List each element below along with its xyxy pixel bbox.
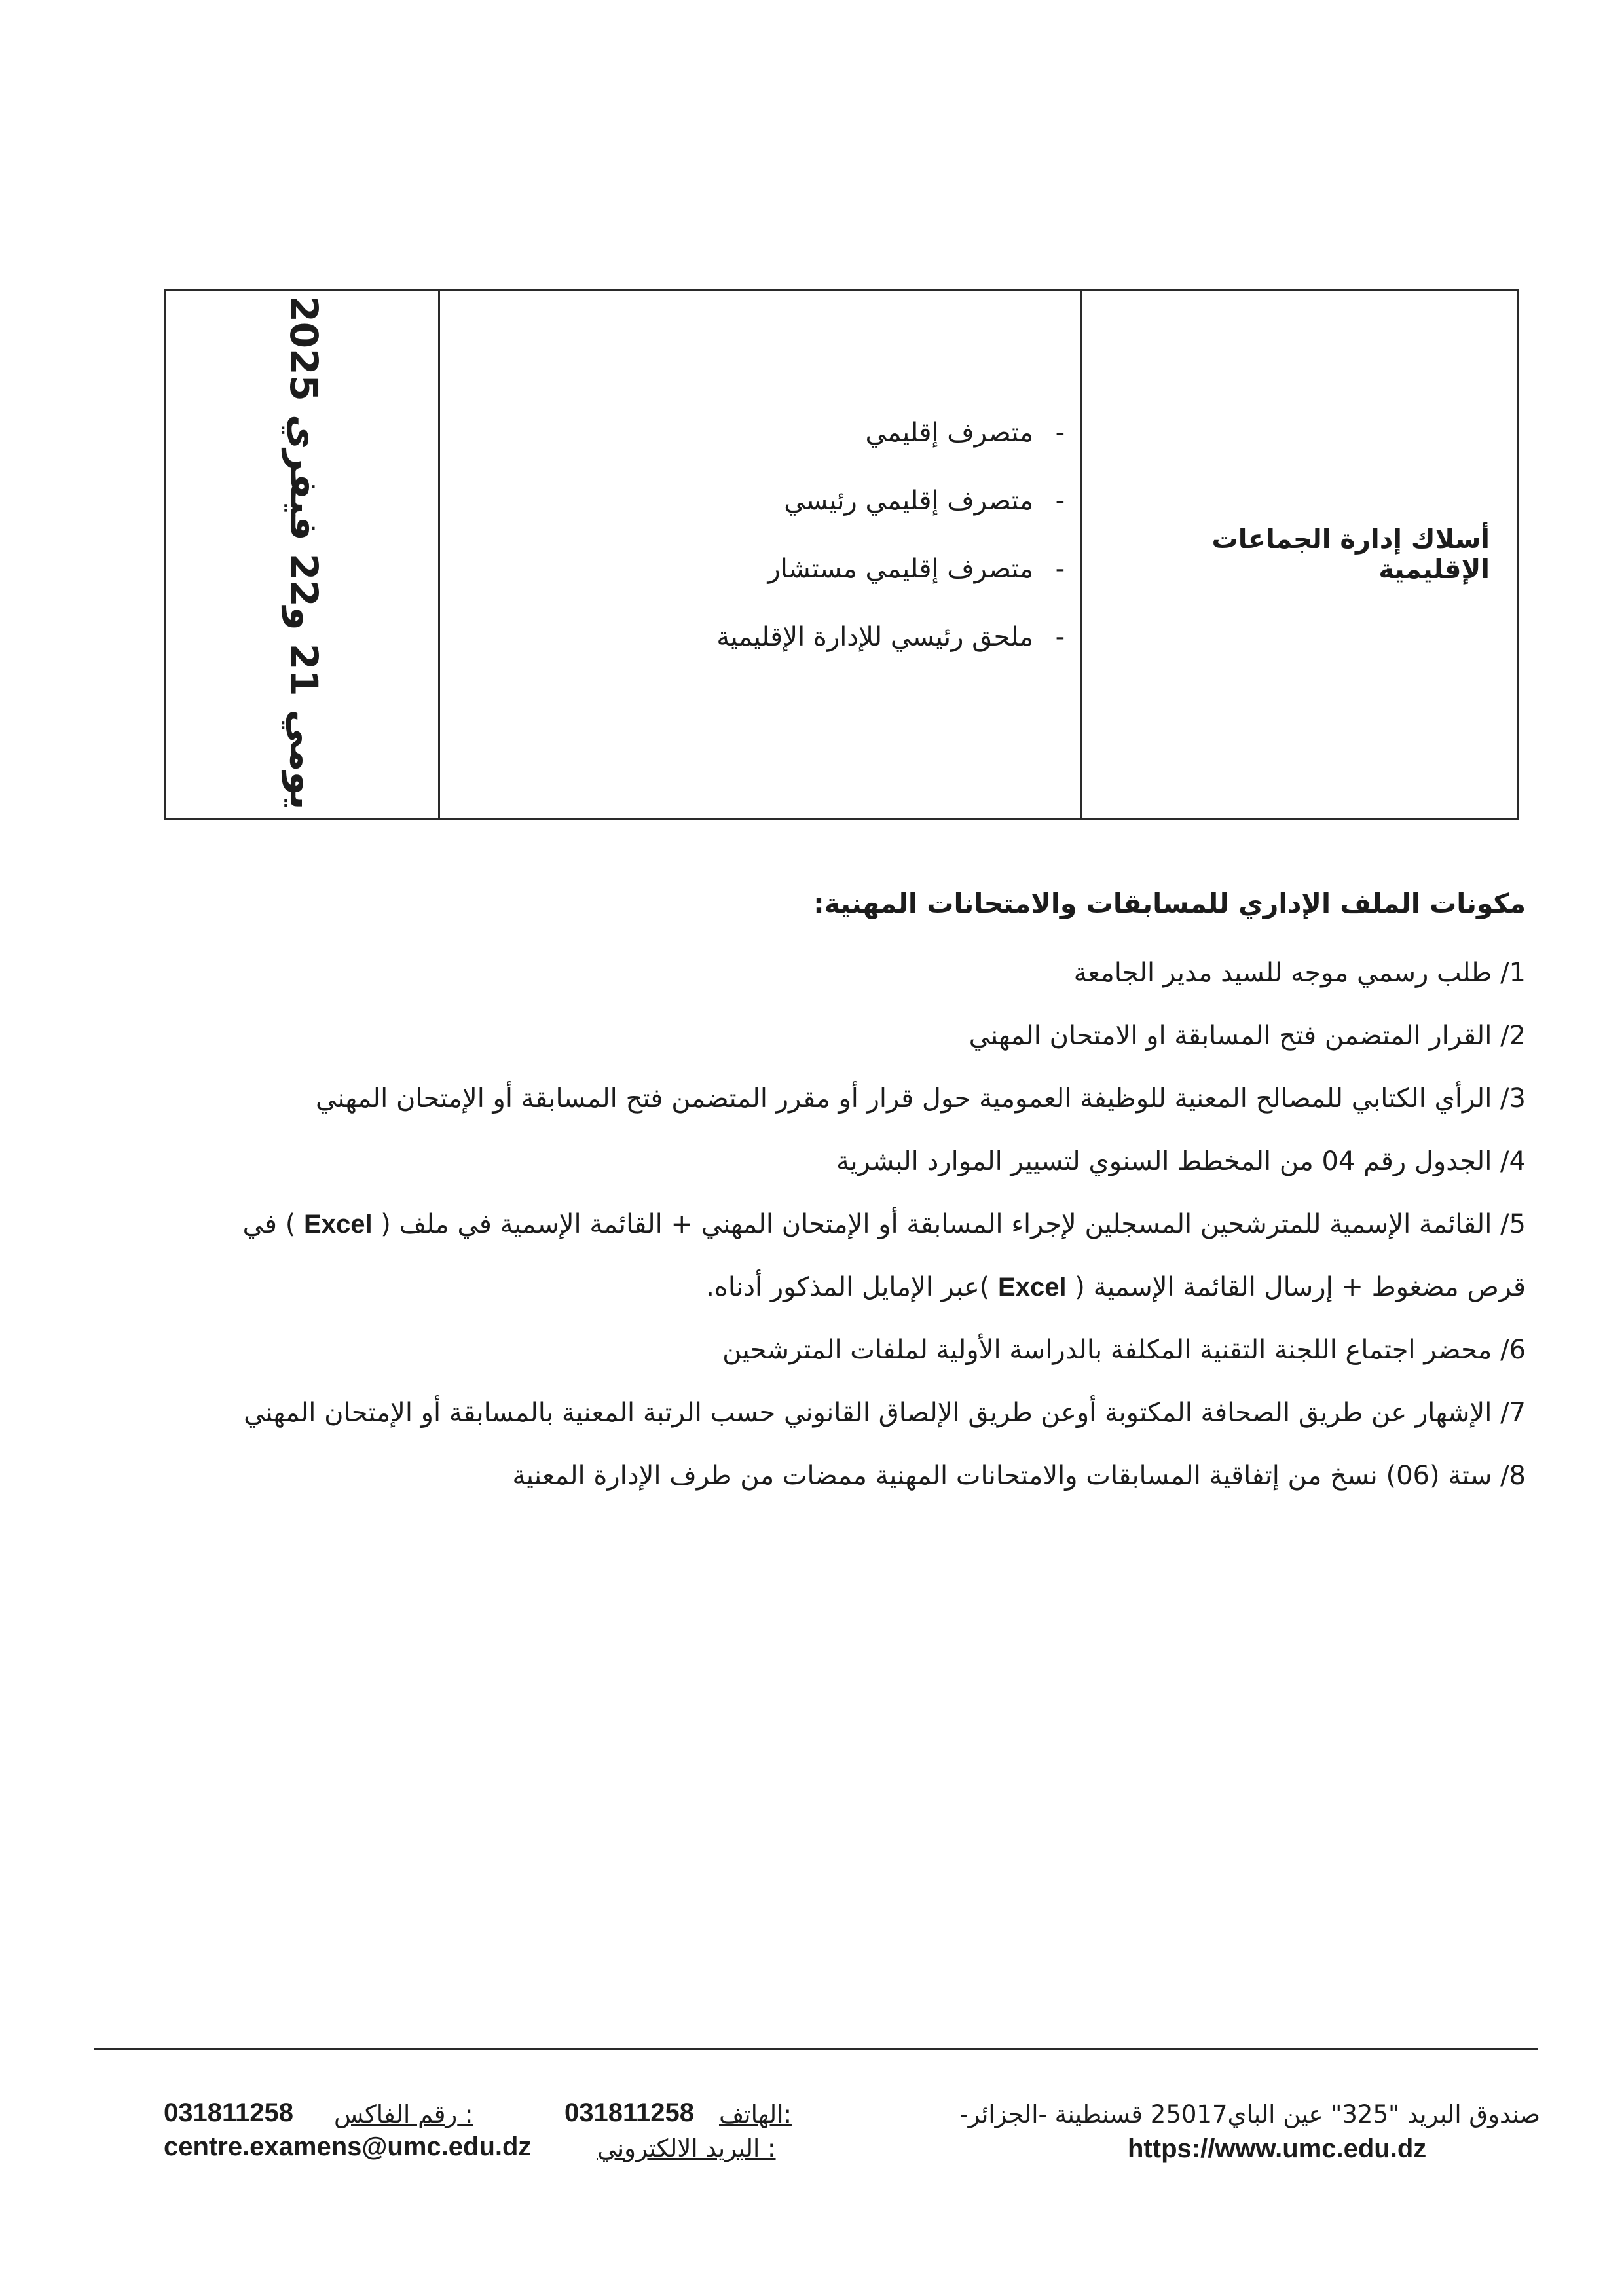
section-title: مكونات الملف الإداري للمسابقات والامتحانات المهنية: [813,888,1526,919]
phone-number: 031811258 [564,2098,695,2127]
date-cell [166,291,438,818]
components-list [85,941,1526,1507]
rank-item: -ملحق رئيسي للإدارة الإقليمية [716,622,1065,652]
fax-label: رقم الفاكس : [334,2100,473,2128]
email-address[interactable]: centre.examens@umc.edu.dz [164,2132,532,2161]
rank-item: -متصرف إقليمي مستشار [767,554,1065,584]
phone-label: الهاتف: [719,2100,792,2128]
excel-label: Excel [304,1210,373,1239]
ranks-cell [440,291,1080,818]
table-divider [1080,291,1082,818]
exam-date: يومي 21 و22 فيفري 2025 [282,295,326,810]
fax-number: 031811258 [164,2098,294,2127]
list-item: 4/ الجدول رقم 04 من المخطط السنوي لتسيير الموارد البشرية [836,1146,1526,1176]
list-item: قرص مضغوط + إرسال القائمة الإسمية ( Excel )عبر الإمايل المذكور أدناه. [706,1272,1526,1302]
category-label: أسلاك إدارة الجماعات الإقليمية [1211,524,1490,585]
list-item: 5/ القائمة الإسمية للمترشحين المسجلين لإجراء المسابقة أو الإمتحان المهني + القائمة الإسمية في ملف ( Excel ) في [242,1209,1526,1239]
excel-label: Excel [998,1273,1067,1302]
rank-item: -متصرف إقليمي [865,418,1065,448]
schedule-table [164,289,1519,820]
list-item: 3/ الرأي الكتابي للمصالح المعنية للوظيفة العمومية حول قرار أو مقرر المتضمن فتح المسابقة أو الإمتحان المهني [316,1084,1526,1114]
footer-website[interactable]: https://www.umc.edu.dz [1128,2134,1427,2163]
list-item: 6/ محضر اجتماع اللجنة التقنية المكلفة بالدراسة الأولية لملفات المترشحين [722,1335,1526,1365]
list-item: 1/ طلب رسمي موجه للسيد مدير الجامعة [1073,958,1526,988]
list-item: 7/ الإشهار عن طريق الصحافة المكتوبة أوعن طريق الإلصاق القانوني حسب الرتبة المعنية بالمسابقة أو الإمتحان المهني [244,1398,1526,1428]
list-item: 8/ ستة (06) نسخ من إتفاقية المسابقات والامتحانات المهنية ممضات من طرف الإدارة المعنية [512,1461,1526,1491]
category-cell [1092,291,1517,818]
rank-list [716,399,1065,671]
list-item: 2/ القرار المتضمن فتح المسابقة او الامتحان المهني [969,1021,1526,1051]
file-components-section [85,877,1526,1507]
rank-item: -متصرف إقليمي رئيسي [784,486,1065,516]
footer-address: صندوق البريد "325" عين الباي25017 قسنطينة -الجزائر- [959,2100,1540,2128]
email-label: البريد الالكتروني : [597,2134,776,2162]
footer-divider [94,2048,1538,2050]
